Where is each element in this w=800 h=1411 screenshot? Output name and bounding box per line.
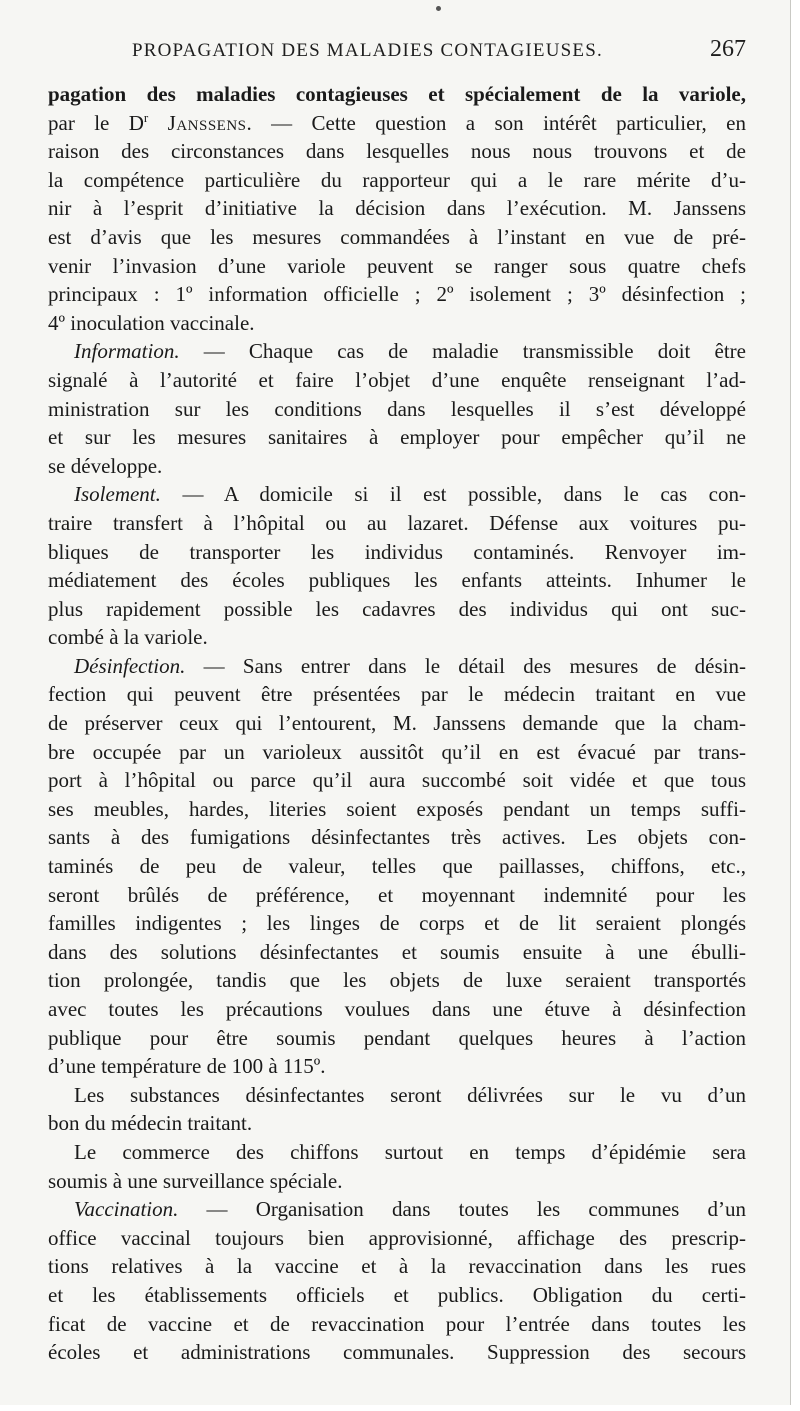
line-text	[48, 395, 746, 424]
text-line	[48, 823, 746, 852]
text-run: tions relatives à la vaccine et à la revaccination dans les rues	[48, 1254, 746, 1279]
text-run: principaux : 1º information officielle ; 2º isolement ; 3º désinfection ;	[48, 282, 746, 307]
page-header	[48, 36, 746, 70]
line-text	[48, 309, 255, 338]
line-text	[48, 1024, 746, 1053]
text-line	[48, 938, 746, 967]
line-text	[48, 623, 208, 652]
text-run: port à l’hôpital ou parce qu’il aura succombé soit vidée et que tous	[48, 768, 746, 793]
line-text	[48, 1338, 746, 1367]
text-line	[48, 1024, 746, 1053]
text-run: se développe.	[48, 453, 163, 478]
text-line	[48, 109, 746, 138]
page-number: 267	[710, 36, 746, 62]
line-text	[48, 1281, 746, 1310]
ink-speck	[436, 6, 441, 11]
text-run: raison des circonstances dans lesquelles nous nous trouvons et de	[48, 139, 746, 164]
text-line	[48, 623, 746, 652]
text-line	[48, 1281, 746, 1310]
line-text	[48, 252, 746, 281]
text-run: Les substances désinfectantes seront délivrées sur le vu d’un	[74, 1082, 746, 1107]
text-line	[48, 1167, 746, 1196]
text-run: signalé à l’autorité et faire l’objet d’une enquête renseignant l’ad-	[48, 367, 746, 392]
text-run: publique pour être soumis pendant quelques heures à l’action	[48, 1025, 746, 1050]
text-run: seront brûlés de préférence, et moyennant indemnité pour les	[48, 882, 746, 907]
text-line	[48, 337, 746, 366]
text-run: par le D	[48, 110, 144, 135]
text-run: et sur les mesures sanitaires à employer pour empêcher qu’il ne	[48, 425, 746, 450]
text-run: soumis à une surveillance spéciale.	[48, 1168, 343, 1193]
text-line	[48, 1195, 746, 1224]
text-run: fection qui peuvent être présentées par le médecin traitant en vue	[48, 682, 746, 707]
text-line	[48, 1052, 746, 1081]
text-run: et les établissements officiels et publics. Obligation du certi-	[48, 1282, 746, 1307]
text-line	[48, 194, 746, 223]
text-run: sants à des fumigations désinfectantes très actives. Les objets con-	[48, 825, 746, 850]
text-line	[48, 452, 746, 481]
line-text	[74, 480, 746, 509]
text-run: médiatement des écoles publiques les enfants atteints. Inhumer le	[48, 568, 746, 593]
text-line	[48, 1224, 746, 1253]
line-text	[48, 909, 746, 938]
running-head: PROPAGATION DES MALADIES CONTAGIEUSES.	[132, 40, 603, 61]
text-line	[48, 566, 746, 595]
text-line	[48, 1252, 746, 1281]
text-line	[48, 909, 746, 938]
line-text	[74, 337, 746, 366]
author-name: Janssens	[167, 110, 247, 135]
line-text	[48, 1109, 252, 1138]
text-run: tion prolongée, tandis que les objets de luxe seraient transportés	[48, 968, 746, 993]
text-line	[48, 1310, 746, 1339]
text-run: nir à l’esprit d’initiative la décision dans l’exécution. M. Janssens	[48, 196, 746, 221]
text-line	[48, 1081, 746, 1110]
line-text	[48, 709, 746, 738]
text-run: traire transfert à l’hôpital ou au lazaret. Défense aux voitures pu-	[48, 510, 746, 535]
line-text	[48, 995, 746, 1024]
text-run: ses meubles, hardes, literies soient exposés pendant un temps suffi-	[48, 796, 746, 821]
line-text	[74, 1195, 746, 1224]
line-text	[48, 738, 746, 767]
line-text	[74, 1138, 746, 1167]
text-line	[48, 852, 746, 881]
text-run: Le commerce des chiffons surtout en temps d’épidémie sera	[74, 1139, 746, 1164]
text-run: — Sans entrer dans le détail des mesures de désin-	[185, 653, 746, 678]
text-run: est d’avis que les mesures commandées à l’instant en vue de pré-	[48, 224, 746, 249]
text-run: venir l’invasion d’une variole peuvent se ranger sous quatre chefs	[48, 253, 746, 278]
line-text	[48, 566, 746, 595]
text-run: — Chaque cas de maladie transmissible doit être	[179, 339, 746, 364]
text-line	[48, 652, 746, 681]
line-text	[48, 1167, 342, 1196]
text-run: ficat de vaccine et de revaccination pour l’entrée dans toutes les	[48, 1311, 746, 1336]
text-line	[48, 280, 746, 309]
text-line	[48, 1138, 746, 1167]
line-text	[48, 795, 746, 824]
text-line	[48, 709, 746, 738]
text-run: bon du médecin traitant.	[48, 1111, 253, 1136]
text-line	[48, 538, 746, 567]
line-text	[48, 1310, 746, 1339]
line-text	[48, 423, 746, 452]
section-lead: Vaccination.	[74, 1197, 179, 1222]
text-line	[48, 395, 746, 424]
text-line	[48, 423, 746, 452]
text-run: taminés de peu de valeur, telles que paillasses, chiffons, etc.,	[48, 854, 746, 879]
line-text	[48, 680, 746, 709]
text-run: combé à la variole.	[48, 625, 208, 650]
line-text	[74, 1081, 746, 1110]
line-text	[48, 109, 746, 138]
text-run: familles indigentes ; les linges de corps et de lit seraient plongés	[48, 911, 746, 936]
line-text	[48, 1052, 325, 1081]
text-line	[48, 137, 746, 166]
text-run: bre occupée par un varioleux aussitôt qu’il en est évacué par trans-	[48, 739, 746, 764]
line-text	[48, 280, 746, 309]
text-line	[48, 766, 746, 795]
section-lead: Désinfection.	[74, 653, 186, 678]
text-run: d’une température de 100 à 115º.	[48, 1054, 326, 1079]
line-text	[74, 652, 746, 681]
text-line	[48, 480, 746, 509]
superscript: r	[143, 109, 149, 125]
text-line	[48, 223, 746, 252]
line-text	[48, 194, 746, 223]
text-line	[48, 738, 746, 767]
text-line	[48, 595, 746, 624]
line-text	[48, 452, 162, 481]
text-line	[48, 80, 746, 109]
text-run: écoles et administrations communales. Suppression des secours	[48, 1340, 746, 1365]
section-lead: Isolement.	[74, 482, 161, 507]
text-run: — Organisation dans toutes les communes d’un	[178, 1197, 746, 1222]
text-run: ministration sur les conditions dans lesquelles il s’est développé	[48, 396, 746, 421]
text-run	[148, 111, 167, 135]
text-run: 4º inoculation vaccinale.	[48, 310, 255, 335]
section-lead: Information.	[74, 339, 180, 364]
line-text	[48, 366, 746, 395]
text-line	[48, 1338, 746, 1367]
text-run: la compétence particulière du rapporteur qui a le rare mérite d’u-	[48, 167, 746, 192]
text-line	[48, 366, 746, 395]
line-text	[48, 137, 746, 166]
text-line	[48, 881, 746, 910]
text-line	[48, 680, 746, 709]
line-text	[48, 966, 746, 995]
line-text	[48, 1252, 746, 1281]
line-text	[48, 80, 746, 109]
text-line	[48, 509, 746, 538]
line-text	[48, 538, 746, 567]
line-text	[48, 766, 746, 795]
text-run: office vaccinal toujours bien approvisionné, affichage des prescrip-	[48, 1225, 746, 1250]
line-text	[48, 881, 746, 910]
line-text	[48, 223, 746, 252]
text-run: — A domicile si il est possible, dans le cas con-	[160, 482, 746, 507]
text-line	[48, 1109, 746, 1138]
text-run: dans des solutions désinfectantes et soumis ensuite à une ébulli-	[48, 939, 746, 964]
line-text	[48, 823, 746, 852]
line-text	[48, 595, 746, 624]
text-line	[48, 252, 746, 281]
text-run: plus rapidement possible les cadavres des individus qui ont suc-	[48, 596, 746, 621]
text-run: . — Cette question a son intérêt particulier, en	[246, 110, 746, 135]
body-text	[48, 80, 746, 1367]
line-text	[48, 1224, 746, 1253]
text-line	[48, 966, 746, 995]
line-text	[48, 938, 746, 967]
text-run: de préserver ceux qui l’entourent, M. Janssens demande que la cham-	[48, 711, 746, 736]
line-text	[48, 509, 746, 538]
line-text	[48, 852, 746, 881]
text-line	[48, 795, 746, 824]
line-text	[48, 166, 746, 195]
text-line	[48, 166, 746, 195]
text-line	[48, 309, 746, 338]
text-run: pagation des maladies contagieuses et spécialement de la variole,	[48, 82, 746, 106]
text-run: bliques de transporter les individus contaminés. Renvoyer im-	[48, 539, 746, 564]
text-run: avec toutes les précautions voulues dans une étuve à désinfection	[48, 997, 746, 1021]
text-line	[48, 995, 746, 1024]
